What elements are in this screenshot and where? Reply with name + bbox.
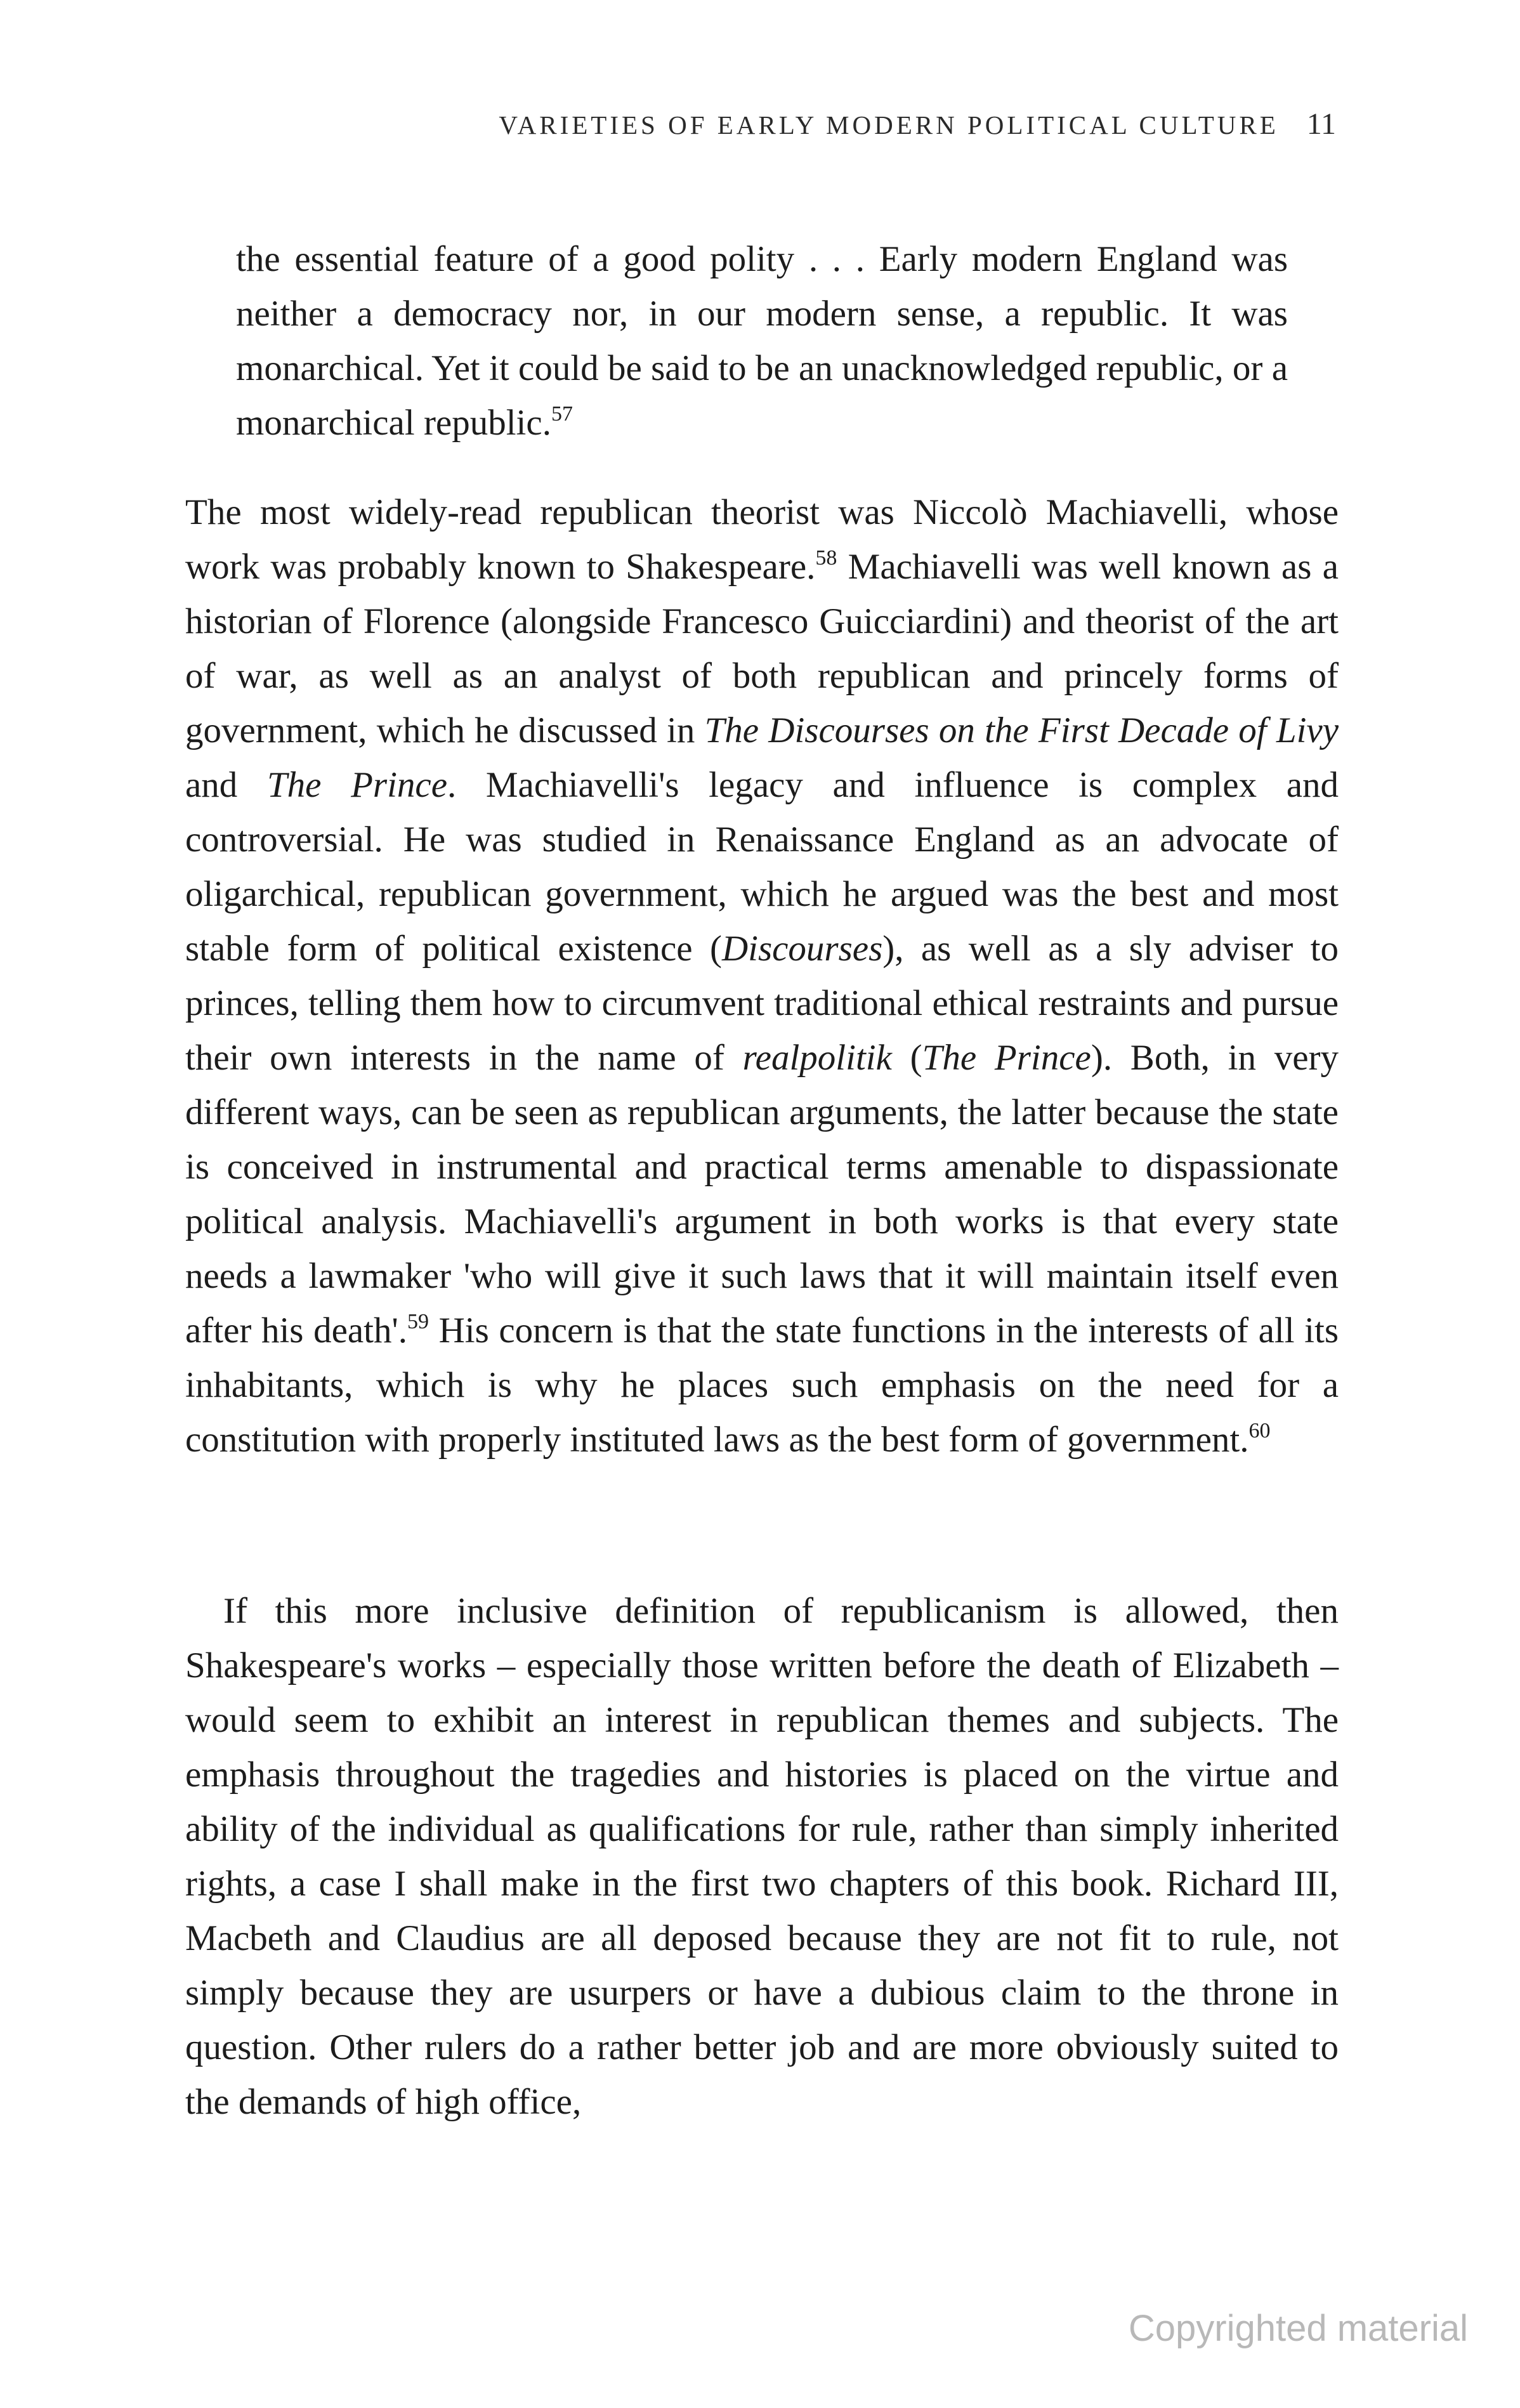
title-discourses-short: Discourses [721, 929, 883, 969]
title-prince-2: The Prince [922, 1038, 1091, 1078]
term-realpolitik: realpolitik [742, 1038, 892, 1078]
p1-text-3: and [185, 765, 267, 805]
footnote-ref-58: 58 [815, 546, 837, 570]
title-prince: The Prince [266, 765, 447, 805]
p1-text-6: ( [891, 1038, 922, 1078]
title-discourses: The Discourses on the First Decade of Livy [704, 710, 1339, 750]
running-header [499, 107, 1336, 141]
running-title: VARIETIES OF EARLY MODERN POLITICAL CULTURE [499, 110, 1279, 140]
block-quote [236, 232, 1288, 450]
p1-text-5: ), as well as a sly adviser to princes, telling them how to circumvent traditional ethical restraints and pursue their own interests in the name of [185, 929, 1339, 1078]
paragraph-machiavelli [185, 485, 1339, 1467]
footnote-ref-57: 57 [551, 402, 573, 426]
p1-text-1: The most widely-read republican theorist was Niccolò Machiavelli, whose work was probably known to Shakespeare. [185, 492, 1339, 587]
quote-text: the essential feature of a good polity . . . Early modern England was neither a democracy nor, in our modern sense, a republic. It was monarchical. Yet it could be said to be an unacknowledged republic, or a monarchical republic. [236, 239, 1288, 443]
paragraph-republicanism [185, 1584, 1339, 2130]
footnote-ref-60: 60 [1248, 1419, 1271, 1443]
p1-text-7: ). Both, in very different ways, can be seen as republican arguments, the latter because the state is conceived in instrumental and practical terms amenable to dispassionate political analysis. Machiavelli's argument in both works is that every state needs a lawmaker 'who will give it such laws that it will maintain itself even after his death'. [185, 1038, 1339, 1351]
p2-text: If this more inclusive definition of republicanism is allowed, then Shakespeare's works – especially those written before the death of Elizabeth – would seem to exhibit an interest in republican themes and subjects. The emphasis throughout the tragedies and histories is placed on the virtue and ability of the individual as qualifications for rule, rather than simply inherited rights, a case I shall make in the first two chapters of this book. Richard III, Macbeth and Claudius are all deposed because they are not fit to rule, not simply because they are usurpers or have a dubious claim to the throne in question. Other rulers do a rather better job and are more obviously suited to the demands of high office, [185, 1591, 1339, 2122]
copyright-watermark: Copyrighted material [1128, 2308, 1468, 2349]
page-number: 11 [1306, 107, 1336, 141]
p1-text-2: Machiavelli was well known as a historian of Florence (alongside Francesco Guicciardini) and theorist of the art of war, as well as an analyst of both republican and princely forms of government, which he discussed in [185, 547, 1339, 750]
p1-text-8: His concern is that the state functions in the interests of all its inhabitants, which is why he places such emphasis on the need for a constitution with properly instituted laws as the best form of government. [185, 1311, 1339, 1460]
footnote-ref-59: 59 [407, 1310, 429, 1333]
p1-text-4: . Machiavelli's legacy and influence is complex and controversial. He was studied in Renaissance England as an advocate of oligarchical, republican government, which he argued was the best and most stable form of political existence ( [185, 765, 1339, 969]
